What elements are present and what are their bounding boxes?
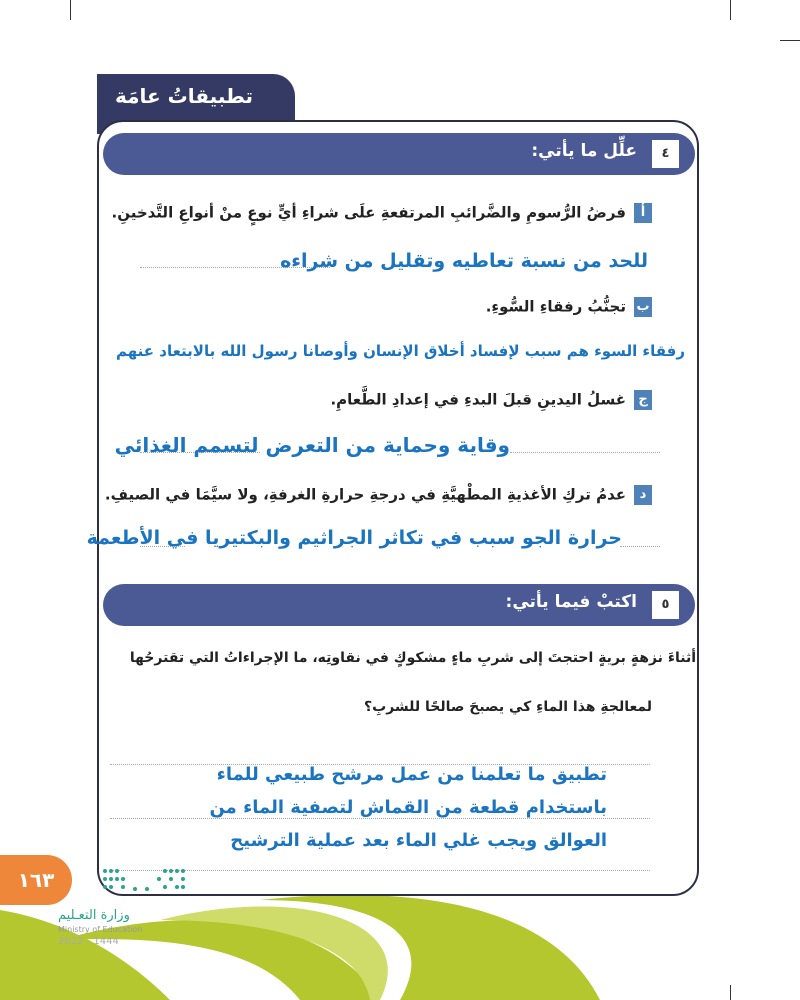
item-badge: د: [634, 485, 652, 505]
item-badge: ب: [634, 297, 652, 317]
question-number: ٤: [652, 140, 679, 168]
question-5-header: [103, 584, 695, 626]
item-badge: أ: [634, 203, 652, 223]
question-item-c: [330, 390, 652, 410]
question-text: فرضُ الرُّسومِ والضَّرائبِ المرتفعةِ علَى شراءِ أيٍّ نوعٍ منْ أنواعِ التَّدخينِ.: [111, 203, 626, 222]
question-item-a: [112, 203, 652, 223]
item-badge: ج: [634, 390, 652, 410]
question-text: تجنُّبُ رفقاءِ السُّوءِ.: [485, 297, 626, 316]
section-title: تطبيقاتُ عامَة: [115, 84, 253, 108]
decorative-swoosh: [0, 880, 800, 1000]
answer-text: باستخدام قطعة من القماش لتصفية الماء من: [209, 797, 607, 818]
question-text: غسلُ اليدينِ قبلَ البدءِ في إعدادِ الطَّعامِ.: [330, 390, 626, 409]
page-number: ١٦٣: [0, 855, 72, 905]
answer-line: [510, 452, 660, 453]
answer-line: [110, 818, 650, 819]
answer-line: [110, 870, 650, 871]
ministry-logo-icon: [100, 866, 190, 896]
answer-text: حرارة الجو سبب في تكاثر الجراثيم والبكتيريا في الأطعمة: [86, 527, 622, 549]
answer-line: [620, 546, 660, 547]
ministry-name-english: Ministry of Education: [58, 925, 143, 934]
question-paragraph: لمعالجةِ هذا الماءِ كي يصبحَ صالحًا للشربِ؟: [364, 699, 652, 715]
answer-text: للحد من نسبة تعاطيه وتقليل من شراءه: [280, 250, 648, 272]
question-number: ٥: [652, 591, 679, 619]
question-label: علِّل ما يأتي:: [531, 141, 637, 161]
question-label: اكتبْ فيما يأتي:: [505, 592, 637, 612]
question-item-d: [105, 485, 652, 505]
answer-text: العوالق ويجب غلي الماء بعد عملية الترشيح: [230, 830, 607, 851]
crop-mark: [70, 0, 71, 20]
crop-mark: [780, 40, 800, 41]
answer-text: رفقاء السوء هم سبب لإفساد أخلاق الإنسان وأوصانا رسول الله بالابتعاد عنهم: [115, 342, 685, 360]
answer-text: تطبيق ما تعلمنا من عمل مرشح طبيعي للماء: [216, 764, 607, 785]
answer-text: وقاية وحماية من التعرض لتسمم الغذائي: [114, 433, 510, 457]
question-paragraph: أثناءَ نزهةٍ بريةٍ احتجتَ إلى شربِ ماءٍ مشكوكٍ في نقاوتِه، ما الإجراءاتُ التي تقترحُها: [129, 650, 696, 666]
edition-year: 2022 - 1444: [58, 936, 119, 947]
question-4-header: [103, 133, 695, 175]
question-item-b: [486, 297, 652, 317]
crop-mark: [730, 0, 731, 20]
question-text: عدمُ تركِ الأغذيةِ المطْهيَّةِ في درجةِ حرارةِ الغرفةِ، ولا سيَّمَا في الصيفِ.: [104, 485, 626, 504]
ministry-name-arabic: وزارة التعـليم: [58, 908, 130, 923]
